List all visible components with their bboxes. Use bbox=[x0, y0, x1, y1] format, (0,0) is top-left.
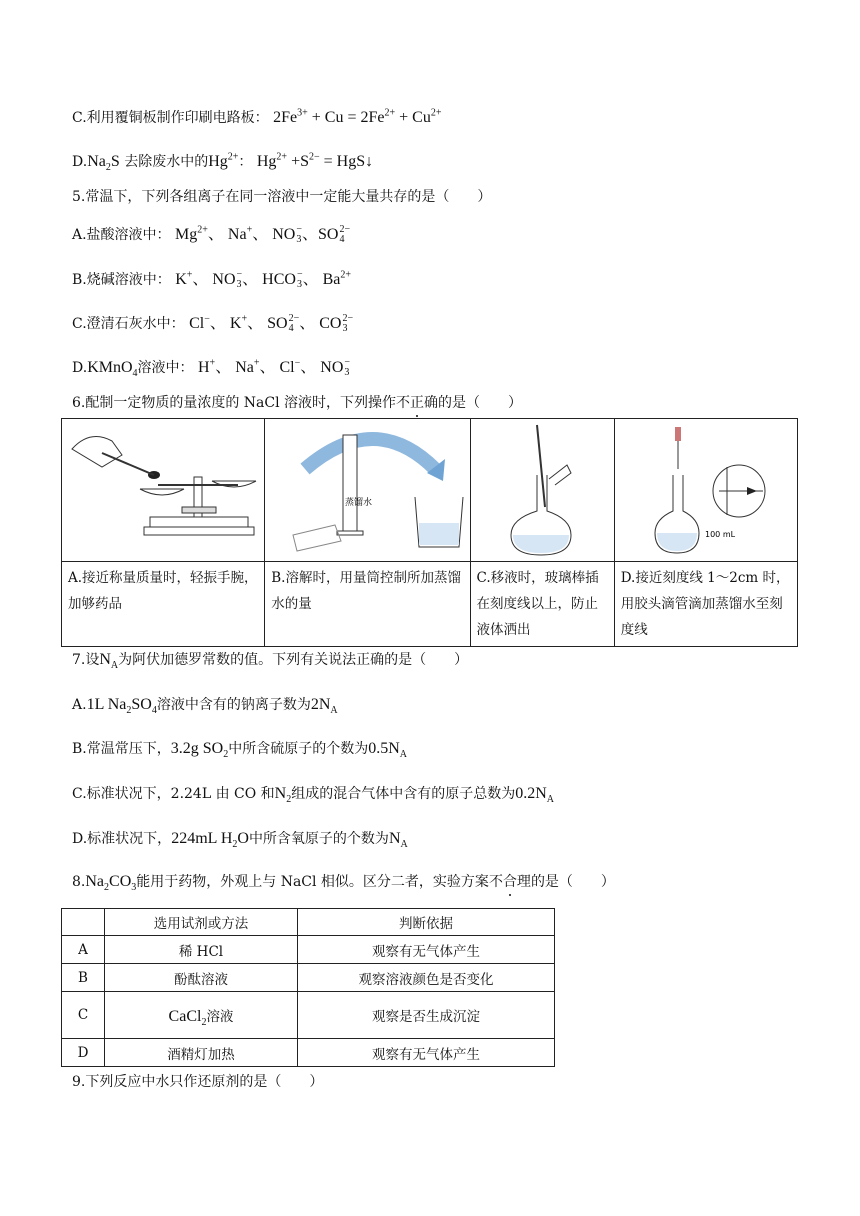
table-row: C CaCl$_2$溶液 观察是否生成沉淀 bbox=[62, 992, 555, 1039]
dissolve-image bbox=[265, 419, 470, 562]
dropper-image bbox=[614, 419, 797, 562]
q7-stem: 7.设$N_A$为阿伏加德罗常数的值。下列有关说法正确的是（ ） bbox=[72, 651, 469, 672]
q7-option-d: D.标准状况下，224mL $H_2O$中所含氧原子的个数为$N_A$ bbox=[72, 830, 408, 851]
volume-label: 100 mL bbox=[704, 530, 735, 539]
q5-option-b: B.烧碱溶液中： K+、 NO − 3 、 HCO − 3 、 $Ba^{2+}$ bbox=[72, 269, 352, 291]
q6-caption-a: A.接近称量质量时，轻振手腕，加够药品 bbox=[62, 562, 265, 647]
q8-stem: $8.Na_2CO_3$能用于药物，外观上与 NaCl 相似。区分二者，实验方案不合理的是（ ） bbox=[72, 873, 615, 894]
table-header-row: 选用试剂或方法 判断依据 bbox=[62, 909, 555, 936]
emphasis-text: 不正确 bbox=[396, 395, 439, 411]
q8-table bbox=[61, 908, 555, 1067]
q5-option-c: C.澄清石灰水中： Cl−、 K+、 SO 2− 4 、 CO 2− 3 bbox=[72, 313, 354, 335]
table-row: B 酚酞溶液 观察溶液颜色是否变化 bbox=[62, 964, 555, 992]
equation: $2Fe^{3+} + Cu = 2Fe^{2+} + Cu^{2+}$ bbox=[273, 107, 442, 126]
water-label: 蒸馏水 bbox=[345, 498, 373, 508]
q6-caption-b: B.溶解时，用量筒控制所加蒸馏水的量 bbox=[265, 562, 470, 647]
q5-option-d: D.KMnO$_4$溶液中： H+、 Na+、 Cl−、 NO − 3 bbox=[72, 357, 351, 380]
q4-option-d: $D.Na_2S$ 去除废水中的$Hg^{2+}$： $Hg^{2+} +S^{2-}$ = HgS↓ bbox=[72, 151, 374, 174]
q7-option-c: C.标准状况下，2.24L 由 CO 和$N_2$组成的混合气体中含有的原子总数为$0.2N_A$ bbox=[72, 785, 555, 806]
q6-table bbox=[61, 418, 798, 647]
q5-option-a: A.盐酸溶液中： $Mg^{2+}$、 Na+、 NO − 3 、SO 2− 4 bbox=[72, 224, 351, 246]
equation: $Hg^{2+} +S^{2-}$ = HgS↓ bbox=[256, 151, 374, 170]
emphasis-text: 不合理 bbox=[488, 874, 531, 890]
q7-option-b: B.常温常压下，3.2g $SO_2$中所含硫原子的个数为$0.5N_A$ bbox=[72, 740, 407, 761]
table-row: D 酒精灯加热 观察有无气体产生 bbox=[62, 1039, 555, 1067]
q6-caption-d: D.接近刻度线 1～2cm 时，用胶头滴管滴加蒸馏水至刻度线 bbox=[614, 562, 797, 647]
q7-option-a: A.1L $Na_2SO_4$溶液中含有的钠离子数为$2N_A$ bbox=[72, 696, 338, 717]
q5-stem: 5.常温下，下列各组离子在同一溶液中一定能大量共存的是（ ） bbox=[72, 189, 492, 205]
q6-caption-c: C.移液时，玻璃棒插在刻度线以上，防止液体洒出 bbox=[470, 562, 614, 647]
q6-stem: 6.配制一定物质的量浓度的 NaCl 溶液时，下列操作不正确的是（ ） bbox=[72, 395, 523, 411]
table-row: A 稀 HCl 观察有无气体产生 bbox=[62, 936, 555, 964]
balance-image bbox=[62, 419, 265, 562]
q9-stem: 9.下列反应中水只作还原剂的是（ ） bbox=[72, 1074, 324, 1090]
flask-transfer-image bbox=[470, 419, 614, 562]
q4-option-c: C.利用覆铜板制作印刷电路板： $2Fe^{3+} + Cu = 2Fe^{2+} + Cu^{2+}$ bbox=[72, 107, 442, 126]
